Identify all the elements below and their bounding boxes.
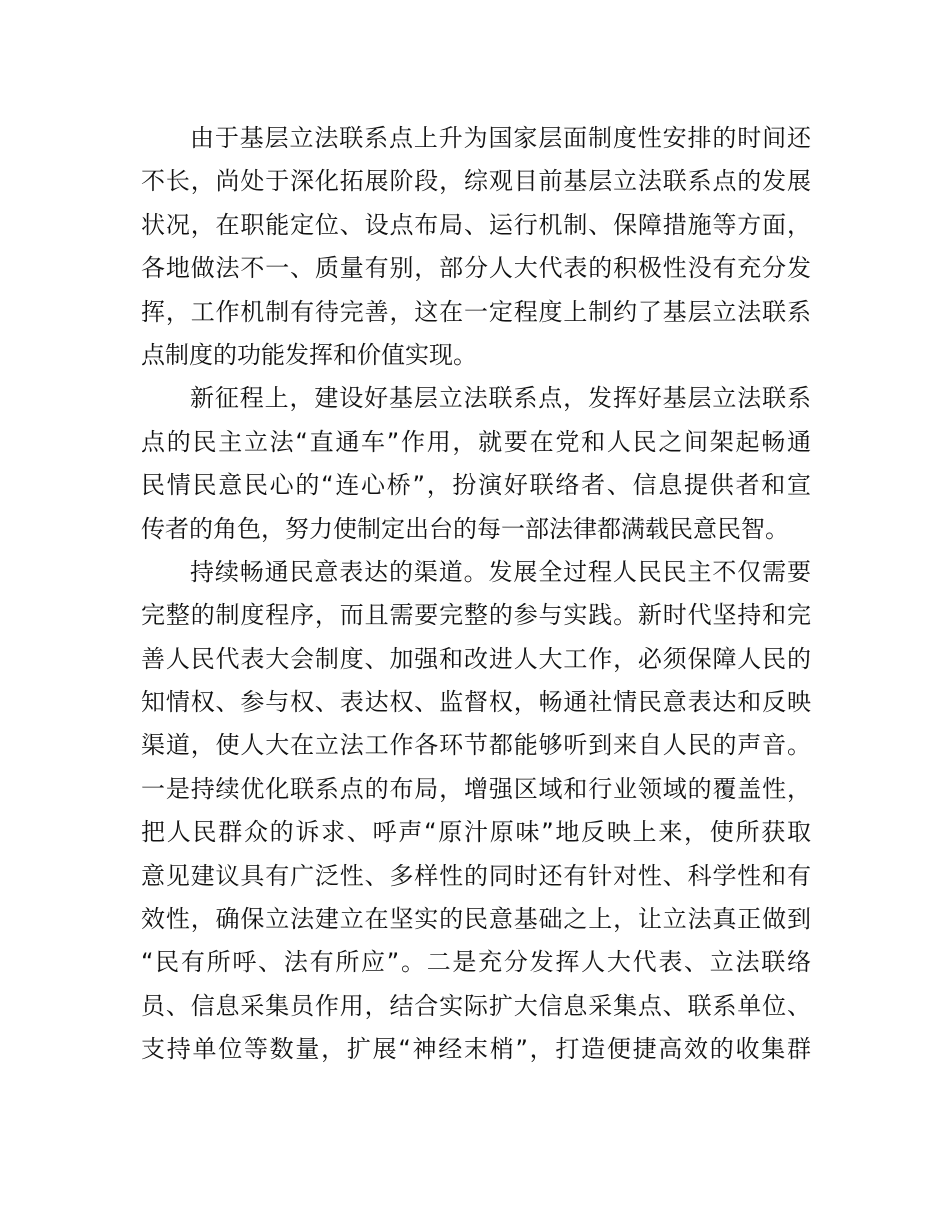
text-line: 完整的制度程序，而且需要完整的参与实践。新时代坚持和完 [141, 601, 811, 630]
paragraph-1 [141, 117, 811, 377]
text-line: “民有所呼、法有所应”。二是充分发挥人大代表、立法联络 [141, 948, 811, 977]
text-line: 意见建议具有广泛性、多样性的同时还有针对性、科学性和有 [141, 861, 811, 890]
text-line: 效性，确保立法建立在坚实的民意基础之上，让立法真正做到 [141, 905, 811, 934]
text-line: 传者的角色，努力使制定出台的每一部法律都满载民意民智。 [141, 514, 789, 543]
text-line: 渠道，使人大在立法工作各环节都能够听到来自人民的声音。 [141, 731, 811, 760]
text-line: 状况，在职能定位、设点布局、运行机制、保障措施等方面， [141, 210, 811, 239]
text-line: 点的民主立法“直通车”作用，就要在党和人民之间架起畅通 [141, 427, 811, 456]
text-line: 持续畅通民意表达的渠道。发展全过程人民民主不仅需要 [190, 557, 811, 586]
text-line: 知情权、参与权、表达权、监督权，畅通社情民意表达和反映 [141, 688, 811, 717]
text-line: 不长，尚处于深化拓展阶段，综观目前基层立法联系点的发展 [141, 167, 811, 196]
text-line: 善人民代表大会制度、加强和改进人大工作，必须保障人民的 [141, 644, 811, 673]
text-line: 员、信息采集员作用，结合实际扩大信息采集点、联系单位、 [141, 991, 811, 1020]
document-body [141, 117, 811, 1072]
text-line: 把人民群众的诉求、呼声“原汁原味”地反映上来，使所获取 [141, 818, 811, 847]
text-line: 挥，工作机制有待完善，这在一定程度上制约了基层立法联系 [141, 297, 811, 326]
paragraph-2 [141, 377, 811, 551]
text-line: 点制度的功能发挥和价值实现。 [141, 340, 477, 369]
text-line: 一是持续优化联系点的布局，增强区域和行业领域的覆盖性， [141, 774, 811, 803]
text-line: 民情民意民心的“连心桥”，扮演好联络者、信息提供者和宣 [141, 471, 811, 500]
paragraph-3 [141, 551, 811, 1072]
text-line: 各地做法不一、质量有别，部分人大代表的积极性没有充分发 [141, 254, 811, 283]
text-line: 支持单位等数量，扩展“神经末梢”，打造便捷高效的收集群 [141, 1035, 811, 1064]
text-line: 新征程上，建设好基层立法联系点，发挥好基层立法联系 [190, 384, 811, 413]
text-line: 由于基层立法联系点上升为国家层面制度性安排的时间还 [190, 124, 811, 152]
